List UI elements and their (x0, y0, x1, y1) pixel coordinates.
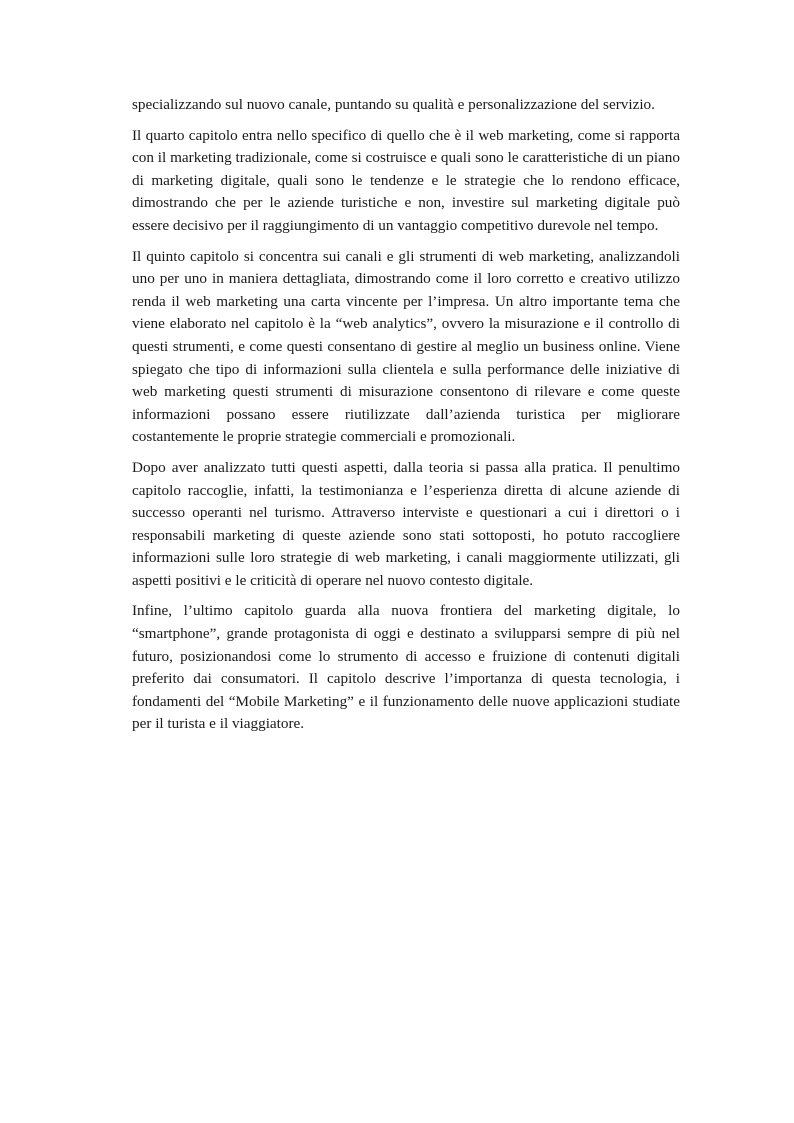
body-text (132, 94, 680, 744)
paragraph-chapter-four: Il quarto capitolo entra nello specifico di quello che è il web marketing, come si rapporta con il marketing tradizionale, come si costruisce e quali sono le caratteristiche di un piano di marketing digitale, quali sono le tendenze e le strategie che lo rendono efficace, dimostrando che per le aziende turistiche e non, investire sul marketing digitale può essere decisivo per il raggiungimento di un vantaggio competitivo durevole nel tempo. (132, 126, 680, 234)
paragraph-mobile-marketing: Infine, l’ultimo capitolo guarda alla nuova frontiera del marketing digitale, lo “smartphone”, grande protagonista di oggi e destinato a svilupparsi sempre di più nel futuro, posizionandosi come lo strumento di accesso e fruizione di contenuti digitali preferito dai consumatori. Il capitolo descrive l’importanza di questa tecnologia, i fondamenti del “Mobile Marketing” e il funzionamento delle nuove applicazioni studiate per il turista e il viaggiatore. (132, 602, 680, 733)
paragraph-continuation: specializzando sul nuovo canale, puntando su qualità e personalizzazione del servizio. (132, 96, 655, 113)
paragraph-chapter-five: Il quinto capitolo si concentra sui canali e gli strumenti di web marketing, analizzandoli uno per uno in maniera dettagliata, dimostrando come il loro corretto e creativo utilizzo renda il web marketing una carta vincente per l’impresa. Un altro importante tema che viene elaborato nel capitolo è la “web analytics”, ovvero la misurazione e il controllo di questi strumenti, e come questi consentano di gestire al meglio un business online. Viene spiegato che tipo di informazioni sulla clientela e sulla performance delle iniziative di web marketing questi strumenti di misurazione consentono di rilevare e come queste informazioni possano essere riutilizzate dall’azienda turistica per migliorare costantemente le proprie strategie commerciali e promozionali. (132, 247, 680, 446)
paragraph-case-studies: Dopo aver analizzato tutti questi aspetti, dalla teoria si passa alla pratica. Il penultimo capitolo raccoglie, infatti, la testimonianza e l’esperienza diretta di alcune aziende di successo operanti nel turismo. Attraverso interviste e questionari a cui i direttori o i responsabili marketing di queste aziende sono stati sottoposti, ho potuto raccogliere informazioni sulle loro strategie di web marketing, i canali maggiormente utilizzati, gli aspetti positivi e le criticità di operare nel nuovo contesto digitale. (132, 458, 680, 589)
